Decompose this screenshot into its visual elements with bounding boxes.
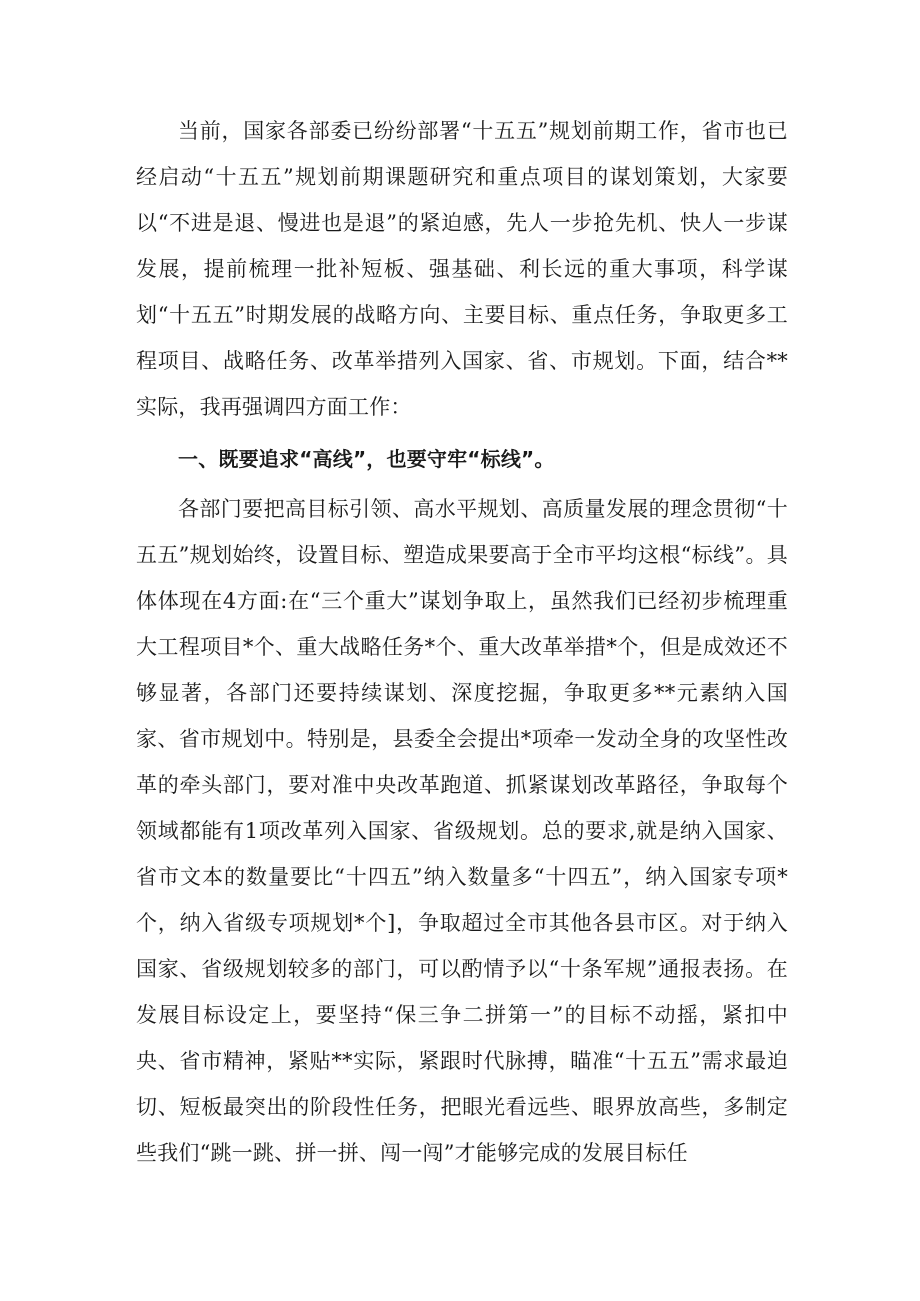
document-body xyxy=(136,108,788,1176)
section-heading-1: 一、既要追求“高线”，也要守牢“标线”。 xyxy=(178,447,555,471)
section-1-paragraph: 各部门要把高目标引领、高水平规划、高质量发展的理念贯彻“十五五”规划始终，设置目标、塑造成果要高于全市平均这根“标线”。具体体现在4方面:在“三个重大”谋划争取上，虽然我们已经初步梳理重大工程项目*个、重大战略任务*个、重大改革举措*个，但是成效还不够显著，各部门还要持续谋划、深度挖掘，争取更多**元素纳入国家、省市规划中。特别是，县委全会提出*项牵一发动全身的攻坚性改革的牵头部门，要对准中央改革跑道、抓紧谋划改革路径，争取每个领域都能有1项改革列入国家、省级规划。总的要求,就是纳入国家、省市文本的数量要比“十四五”纳入数量多“十四五”，纳入国家专项*个，纳入省级专项规划*个]，争取超过全市其他各县市区。对于纳入国家、省级规划较多的部门，可以酌情予以“十条军规”通报表扬。在发展目标设定上，要坚持“保三争二拼第一”的目标不动摇，紧扣中央、省市精神，紧贴**实际，紧跟时代脉搏，瞄准“十五五”需求最迫切、短板最突出的阶段性任务，把眼光看远些、眼界放高些，多制定些我们“跳一跳、拼一拼、闯一闯”才能够完成的发展目标任 xyxy=(136,497,788,1165)
intro-paragraph: 当前，国家各部委已纷纷部署“十五五”规划前期工作，省市也已经启动“十五五”规划前期课题研究和重点项目的谋划策划，大家要以“不进是退、慢进也是退”的紧迫感，先人一步抢先机、快人一步谋发展，提前梳理一批补短板、强基础、利长远的重大事项，科学谋划“十五五”时期发展的战略方向、主要目标、重点任务，争取更多工程项目、战略任务、改革举措列入国家、省、市规划。下面，结合**实际，我再强调四方面工作： xyxy=(136,119,788,419)
